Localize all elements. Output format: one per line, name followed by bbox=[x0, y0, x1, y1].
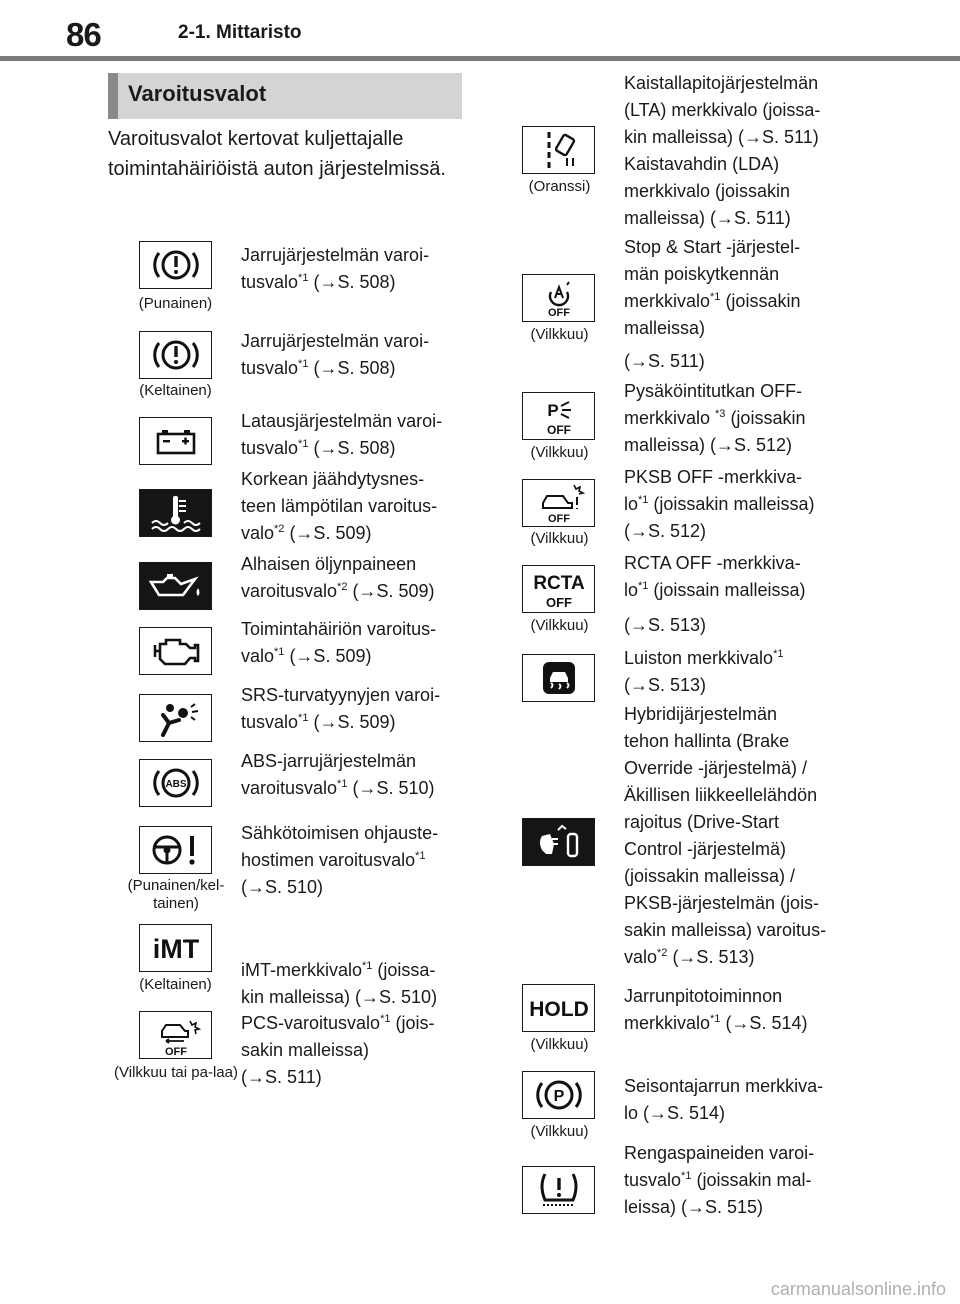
icon-caption: (Keltainen) bbox=[139, 382, 212, 399]
tire-pressure-icon bbox=[522, 1166, 595, 1214]
indicator-description: Toimintahäiriön varoitus- valo$^{*1}$ (→S. 509) bbox=[241, 619, 437, 666]
indicator-description: Jarrujärjestelmän varoi- tusvalo$^{*1}$ (→S. 508) bbox=[241, 245, 430, 292]
brake-warning-icon bbox=[139, 331, 212, 379]
stop-start-off-icon bbox=[522, 274, 595, 322]
indicator-description: Hybridijärjestelmän tehon hallinta (Brake Override -järjestelmä) / Äkillisen liikkeellelähdön rajoitus (Drive-Start Control -järjestelmä) (joissakin malleissa) / PKSB-järjestelmän (jois- sakin malleissa) varoitus- valo$^{*2}$ (→S. 513) bbox=[624, 704, 827, 967]
svg-text:P: P bbox=[546, 401, 559, 420]
indicator-description: Rengaspaineiden varoi- tusvalo$^{*1}$ (joissakin mal- leissa) (→S. 515) bbox=[624, 1143, 815, 1217]
icon-caption: (Punainen/kel-tainen) bbox=[127, 877, 225, 912]
icon-caption: (Vilkkuu tai pa-laa) bbox=[114, 1064, 238, 1081]
icon-caption: (Vilkkuu) bbox=[530, 1123, 589, 1140]
rcta-off-icon bbox=[522, 565, 595, 613]
engine-malfunction-icon bbox=[139, 627, 212, 675]
hold-icon bbox=[522, 984, 595, 1032]
parking-sensor-off-icon bbox=[522, 392, 595, 440]
watermark: carmanualsonline.info bbox=[770, 1279, 946, 1299]
oil-pressure-icon bbox=[139, 562, 212, 610]
indicator-description: iMT-merkkivalo$^{*1}$ (joissa- kin malleissa) (→S. 510) bbox=[241, 960, 438, 1007]
icon-caption: (Keltainen) bbox=[139, 976, 212, 993]
imt-icon-text: iMT bbox=[152, 934, 199, 964]
indicator-description: Sähkötoimisen ohjauste- hostimen varoitusvalo$^{*1}$ (→S. 510) bbox=[241, 823, 439, 897]
brake-override-icon bbox=[522, 818, 595, 866]
off-label: OFF bbox=[545, 595, 572, 610]
indicator-description: Jarrujärjestelmän varoi- tusvalo$^{*1}$ (→S. 508) bbox=[241, 331, 430, 378]
indicator-description: Latausjärjestelmän varoi- tusvalo$^{*1}$ (→S. 508) bbox=[241, 411, 443, 458]
pcs-off-icon bbox=[139, 1011, 212, 1059]
intro-paragraph: Varoitusvalot kertovat kuljettajalle toimintahäiriöistä auton järjestelmissä. bbox=[108, 128, 446, 180]
hold-label: HOLD bbox=[528, 998, 589, 1021]
pksb-off-icon bbox=[522, 479, 595, 527]
indicator-description: Seisontajarrun merkkiva- lo (→S. 514) bbox=[624, 1076, 824, 1123]
icon-caption: (Vilkkuu) bbox=[530, 1036, 589, 1053]
indicator-description: SRS-turvatyynyjen varoi- tusvalo$^{*1}$ (→S. 509) bbox=[241, 685, 441, 732]
indicator-description: ABS-jarrujärjestelmän varoitusvalo$^{*1}$ (→S. 510) bbox=[241, 751, 435, 798]
off-label: OFF bbox=[546, 423, 571, 437]
indicator-description: RCTA OFF -merkkiva- $lo^{*1}$ (joissain malleissa) (→S. 513) bbox=[624, 553, 806, 635]
indicator-description: Pysäköintitutkan OFF- merkkivalo $^{*3}$ (joissakin malleissa) (→S. 512) bbox=[624, 381, 806, 455]
p-label: P bbox=[553, 1088, 564, 1105]
icon-caption: (Vilkkuu) bbox=[530, 326, 589, 343]
indicator-description: Kaistallapitojärjestelmän (LTA) merkkivalo (joissa- kin malleissa) (→S. 511) Kaistavahdin (LDA) merkkivalo (joissakin malleissa) (→S. 511) bbox=[624, 73, 821, 228]
slip-indicator-icon bbox=[522, 654, 595, 702]
icon-caption: (Vilkkuu) bbox=[530, 530, 589, 547]
indicator-description: Luiston merkkivalo$^{*1}$ (→S. 513) bbox=[624, 648, 784, 695]
indicator-description: Alhaisen öljynpaineen varoitusvalo$^{*2}$ (→S. 509) bbox=[241, 554, 435, 601]
icon-caption: (Vilkkuu) bbox=[530, 444, 589, 461]
off-label: OFF bbox=[547, 307, 570, 319]
svg-text:ABS: ABS bbox=[164, 779, 187, 790]
indicator-description: PCS-varoitusvalo$^{*1}$ (jois- sakin malleissa) (→S. 511) bbox=[241, 1013, 435, 1087]
indicator-description: Stop & Start -järjestel- män poiskytkennän merkkivalo$^{*1}$ (joissakin malleissa) (→S. 511) bbox=[624, 237, 801, 371]
parking-brake-icon bbox=[522, 1071, 595, 1119]
abs-icon bbox=[139, 759, 212, 807]
power-steering-icon bbox=[139, 826, 212, 874]
rcta-label: RCTA bbox=[532, 573, 585, 594]
brake-warning-icon bbox=[139, 241, 212, 289]
imt-icon bbox=[139, 924, 212, 972]
header-divider bbox=[0, 56, 960, 61]
battery-icon bbox=[139, 417, 212, 465]
icon-caption: (Punainen) bbox=[138, 295, 213, 312]
indicator-description: Jarrunpitotoiminnon merkkivalo$^{*1}$ (→S. 514) bbox=[624, 986, 808, 1033]
page-number: 86 bbox=[66, 16, 101, 53]
lane-assist-icon bbox=[522, 126, 595, 174]
section-heading: Varoitusvalot bbox=[108, 73, 462, 119]
icon-caption: (Vilkkuu) bbox=[530, 617, 589, 634]
off-label: OFF bbox=[164, 1046, 187, 1057]
section-title: 2-1. Mittaristo bbox=[178, 22, 302, 43]
coolant-temperature-icon bbox=[139, 489, 212, 537]
indicator-description: Korkean jäähdytysnes- teen lämpötilan varoitus- valo$^{*2}$ (→S. 509) bbox=[241, 469, 438, 543]
icon-caption: (Oranssi) bbox=[528, 178, 591, 195]
indicator-description: PKSB OFF -merkkiva- $lo^{*1}$ (joissakin malleissa) (→S. 512) bbox=[624, 467, 815, 541]
off-label: OFF bbox=[547, 513, 570, 525]
airbag-icon bbox=[139, 694, 212, 742]
